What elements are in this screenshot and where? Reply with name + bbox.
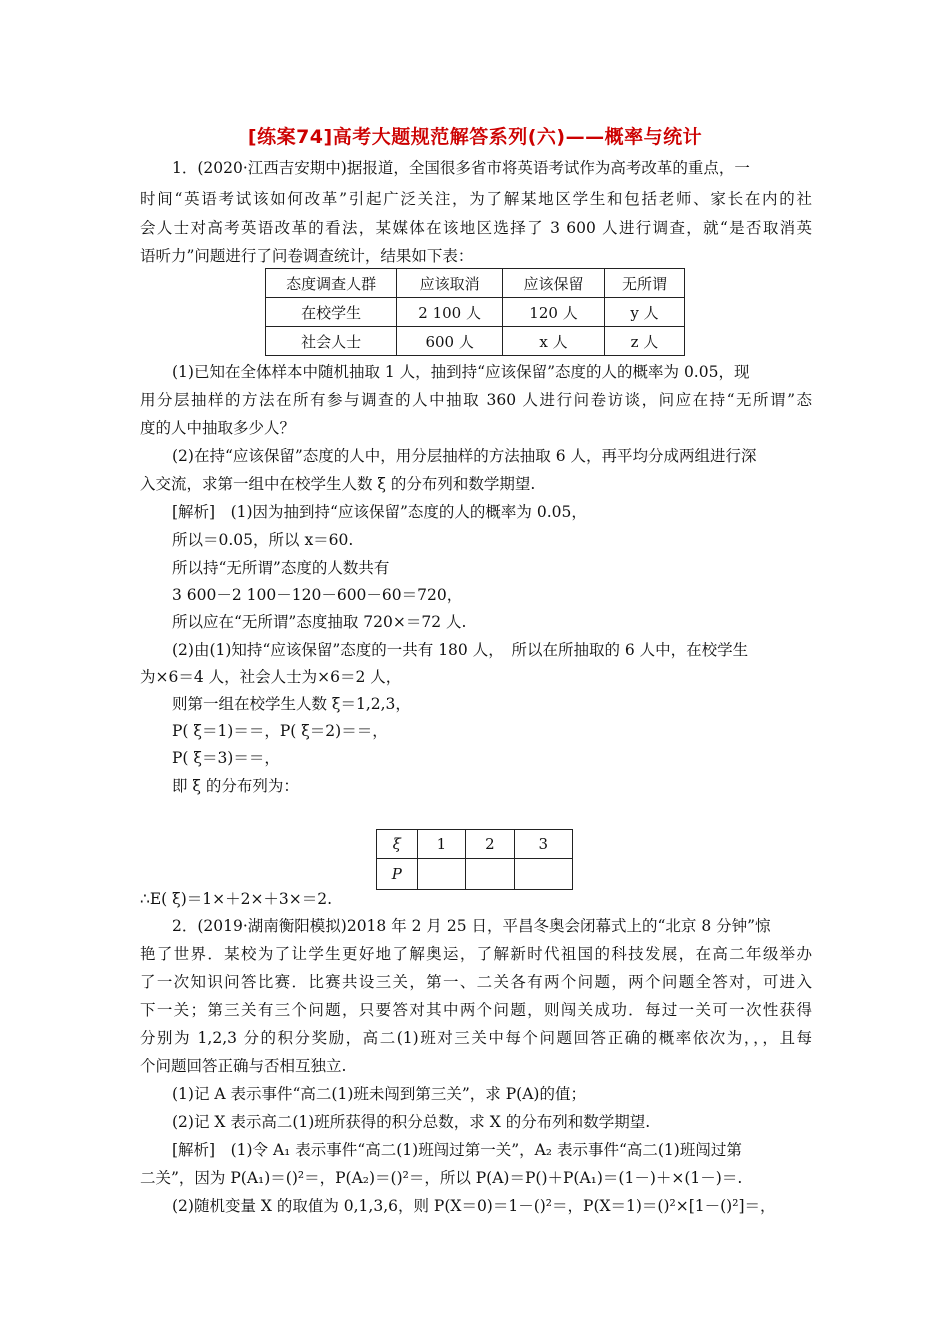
table-cell: P xyxy=(377,859,418,890)
q1-solution-line-6: (2)由(1)知持“应该保留”态度的一共有 180 人， 所以在所抽取的 6 人中，在校学生 xyxy=(172,641,749,659)
q1-part1-line-2: 用分层抽样的方法在所有参与调查的人中抽取 360 人进行问卷访谈，问应在持“无所谓”态 xyxy=(140,391,812,409)
table-cell: y 人 xyxy=(604,298,684,327)
table-cell: 120 人 xyxy=(503,298,605,327)
table-cell xyxy=(417,859,466,890)
q1-solution-line-2: 所以＝0.05，所以 x＝60. xyxy=(172,531,354,549)
table-row xyxy=(377,859,573,890)
table-cell: 3 xyxy=(514,830,572,859)
q1-part1-line-1: (1)已知在全体样本中随机抽取 1 人，抽到持“应该保留”态度的人的概率为 0.05，现 xyxy=(172,363,750,381)
q1-line-4: 语听力”问题进行了问卷调查统计，结果如下表： xyxy=(140,247,474,265)
table-cell: x 人 xyxy=(503,327,605,356)
table-cell: 2 xyxy=(466,830,515,859)
q1-solution-line-7: 为×6＝4 人，社会人士为×6＝2 人， xyxy=(140,668,402,686)
q2-line-3: 了一次知识问答比赛．比赛共设三关，第一、二关各有两个问题，两个问题全答对，可进入 xyxy=(140,973,812,991)
q1-solution-line-8: 则第一组在校学生人数 ξ＝1,2,3， xyxy=(172,695,411,713)
table-row xyxy=(266,327,685,356)
q2-line-4: 下一关；第三关有三个问题，只要答对其中两个问题，则闯关成功．每过一关可一次性获得 xyxy=(140,1001,812,1019)
q2-solution-line-3: (2)随机变量 X 的取值为 0,1,3,6，则 P(X＝0)＝1－()²＝，P(X＝1)＝()²×[1－()²]＝， xyxy=(172,1197,776,1215)
q1-solution-line-11: 即 ξ 的分布列为： xyxy=(172,777,299,795)
q1-solution-line-3: 所以持“无所谓”态度的人数共有 xyxy=(172,559,390,577)
q1-solution-line-9: P( ξ＝1)＝＝，P( ξ＝2)＝＝， xyxy=(172,722,388,740)
q2-solution-line-1: [解析] (1)令 A₁ 表示事件“高二(1)班闯过第一关”，A₂ 表示事件“高二(1)班闯过第 xyxy=(172,1141,742,1159)
q2-line-5: 分别为 1,2,3 分的积分奖励，高二(1)班对三关中每个问题回答正确的概率依次为，，，且每 xyxy=(140,1029,812,1047)
table-cell: 1 xyxy=(417,830,466,859)
q2-part2: (2)记 X 表示高二(1)班所获得的积分总数，求 X 的分布列和数学期望. xyxy=(172,1113,651,1131)
q2-line-2: 艳了世界．某校为了让学生更好地了解奥运，了解新时代祖国的科技发展，在高二年级举办 xyxy=(140,945,812,963)
q1-solution-line-1: [解析] (1)因为抽到持“应该保留”态度的人的概率为 0.05， xyxy=(172,503,587,521)
table-cell: z 人 xyxy=(604,327,684,356)
q1-part2-line-1: (2)在持“应该保留”态度的人中，用分层抽样的方法抽取 6 人，再平均分成两组进行深 xyxy=(172,447,757,465)
table-cell: 2 100 人 xyxy=(397,298,503,327)
table-cell xyxy=(514,859,572,890)
table-cell: 600 人 xyxy=(397,327,503,356)
q1-expectation: ∴E( ξ)＝1×＋2×＋3×＝2. xyxy=(140,890,333,908)
table-cell: 社会人士 xyxy=(266,327,397,356)
q1-solution-line-4: 3 600－2 100－120－600－60＝720， xyxy=(172,586,463,604)
table-cell: 在校学生 xyxy=(266,298,397,327)
table-header: 态度调查人群 xyxy=(266,269,397,298)
table-cell xyxy=(466,859,515,890)
survey-table xyxy=(265,268,685,356)
table-cell: ξ xyxy=(377,830,418,859)
q1-solution-line-5: 所以应在“无所谓”态度抽取 720×＝72 人. xyxy=(172,613,467,631)
q1-solution-line-10: P( ξ＝3)＝＝， xyxy=(172,749,280,767)
distribution-table xyxy=(376,829,573,890)
table-row xyxy=(266,298,685,327)
q2-part1: (1)记 A 表示事件“高二(1)班未闯到第三关”，求 P(A)的值； xyxy=(172,1085,586,1103)
q2-line-1: 2．(2019·湖南衡阳模拟)2018 年 2 月 25 日，平昌冬奥会闭幕式上的“北京 8 分钟”惊 xyxy=(172,917,771,935)
page-title: [练案74]高考大题规范解答系列(六)——概率与统计 xyxy=(247,126,703,148)
table-header: 应该取消 xyxy=(397,269,503,298)
q2-line-6: 个问题回答正确与否相互独立. xyxy=(140,1057,347,1075)
table-header: 无所谓 xyxy=(604,269,684,298)
table-header: 应该保留 xyxy=(503,269,605,298)
q1-part1-line-3: 度的人中抽取多少人？ xyxy=(140,419,296,437)
q1-line-2: 时间“英语考试该如何改革”引起广泛关注，为了解某地区学生和包括老师、家长在内的社 xyxy=(140,190,812,208)
q2-solution-line-2: 二关”，因为 P(A₁)＝()²＝，P(A₂)＝()²＝，所以 P(A)＝P()＋P(A₁)＝(1－)＋×(1－)＝. xyxy=(140,1169,743,1187)
table-header-row xyxy=(266,269,685,298)
table-row xyxy=(377,830,573,859)
q1-line-1: 1．(2020·江西吉安期中)据报道，全国很多省市将英语考试作为高考改革的重点，一 xyxy=(172,159,750,177)
q1-part2-line-2: 入交流，求第一组中在校学生人数 ξ 的分布列和数学期望. xyxy=(140,475,536,493)
q1-line-3: 会人士对高考英语改革的看法，某媒体在该地区选择了 3 600 人进行调查，就“是否取消英 xyxy=(140,219,812,237)
